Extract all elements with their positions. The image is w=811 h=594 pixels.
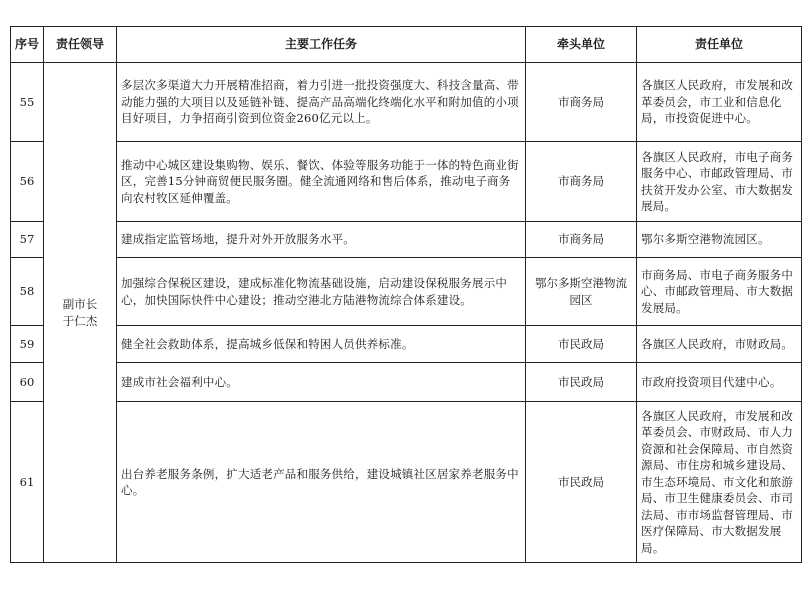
row-seq: 61: [11, 402, 44, 563]
table-row: [11, 326, 802, 363]
row-lead-unit: 鄂尔多斯空港物流园区: [526, 258, 637, 326]
row-resp-unit: 鄂尔多斯空港物流园区。: [637, 222, 802, 258]
leader-name: 副市长 于仁杰: [62, 297, 98, 328]
row-task: 推动中心城区建设集购物、娱乐、餐饮、体验等服务功能于一体的特色商业街区，完善15分钟商贸便民服务圈。健全流通网络和售后体系，推动电子商务向农村牧区延伸覆盖。: [117, 142, 526, 222]
table-row: [11, 142, 802, 222]
table-row: [11, 63, 802, 142]
row-resp-unit: 市政府投资项目代建中心。: [637, 363, 802, 402]
header-task: 主要工作任务: [117, 27, 526, 63]
header-lead-unit: 牵头单位: [526, 27, 637, 63]
row-seq: 60: [11, 363, 44, 402]
header-resp-unit: 责任单位: [637, 27, 802, 63]
table-row: [11, 363, 802, 402]
row-lead-unit: 市民政局: [526, 402, 637, 563]
row-task: 出台养老服务条例，扩大适老产品和服务供给，建设城镇社区居家养老服务中心。: [117, 402, 526, 563]
row-task: 多层次多渠道大力开展精准招商，着力引进一批投资强度大、科技含量高、带动能力强的大项目以及延链补链、提高产品高端化终端化水平和附加值的小项目好项目，力争招商引资到位资金260亿元以上。: [117, 63, 526, 142]
row-lead-unit: 市商务局: [526, 63, 637, 142]
row-resp-unit: 各旗区人民政府，市发展和改革委员会、市财政局、市人力资源和社会保障局、市自然资源局、市住房和城乡建设局、市生态环境局、市文化和旅游局、市卫生健康委员会、市司法局、市市场监督管理局、市医疗保障局、市大数据发展局。: [637, 402, 802, 563]
row-lead-unit: 市商务局: [526, 142, 637, 222]
table-row: [11, 222, 802, 258]
row-resp-unit: 市商务局、市电子商务服务中心、市邮政管理局、市大数据发展局。: [637, 258, 802, 326]
row-seq: 59: [11, 326, 44, 363]
row-seq: 55: [11, 63, 44, 142]
row-resp-unit: 各旗区人民政府，市发展和改革委员会，市工业和信息化局，市投资促进中心。: [637, 63, 802, 142]
row-seq: 57: [11, 222, 44, 258]
row-lead-unit: 市民政局: [526, 326, 637, 363]
header-seq: 序号: [11, 27, 44, 63]
table-row: [11, 258, 802, 326]
table-header-row: [11, 27, 802, 63]
table-row: [11, 402, 802, 563]
row-task: 健全社会救助体系，提高城乡低保和特困人员供养标准。: [117, 326, 526, 363]
row-resp-unit: 各旗区人民政府，市财政局。: [637, 326, 802, 363]
row-seq: 56: [11, 142, 44, 222]
responsible-leader: [44, 63, 117, 563]
row-resp-unit: 各旗区人民政府，市电子商务服务中心、市邮政管理局、市扶贫开发办公室、市大数据发展局。: [637, 142, 802, 222]
row-task: 建成市社会福利中心。: [117, 363, 526, 402]
header-leader: 责任领导: [44, 27, 117, 63]
row-lead-unit: 市民政局: [526, 363, 637, 402]
row-seq: 58: [11, 258, 44, 326]
row-task: 加强综合保税区建设，建成标准化物流基础设施，启动建设保税服务展示中心，加快国际快件中心建设；推动空港北方陆港物流综合体系建设。: [117, 258, 526, 326]
row-lead-unit: 市商务局: [526, 222, 637, 258]
row-task: 建成指定监管场地，提升对外开放服务水平。: [117, 222, 526, 258]
work-task-table: [10, 26, 802, 563]
